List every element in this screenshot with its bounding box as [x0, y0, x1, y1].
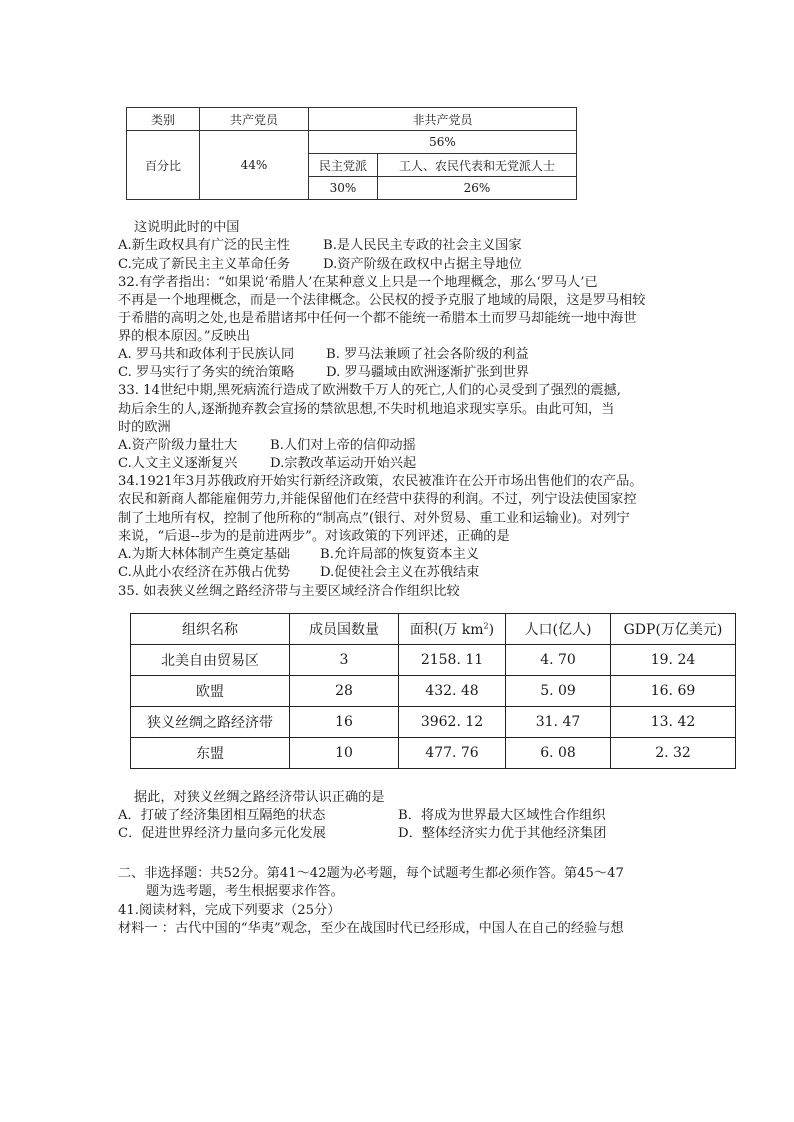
q32-line-2: 不再是一个地理概念，而是一个法律概念。公民权的授予克服了地域的局限，这是罗马相较: [118, 293, 646, 308]
member-count: 3: [290, 645, 399, 676]
part2-heading-line-2: 题为选考题，考生根据要求作答。: [146, 884, 344, 899]
q35-option-b: B．将成为世界最大区域性合作组织: [398, 808, 606, 823]
q32-line-4: 界的根本原因。”反映出: [118, 329, 251, 344]
row-label-percentage: 百分比: [127, 131, 200, 200]
q33-line-3: 时的欧洲: [118, 420, 171, 435]
economic-cooperation-table: [130, 613, 736, 769]
table-header-row: [131, 614, 736, 645]
area-value: 432. 48: [399, 676, 506, 707]
gdp-value: 16. 69: [611, 676, 736, 707]
header-area: 面积(万 $km^2$): [399, 614, 506, 645]
org-name: 欧盟: [131, 676, 290, 707]
q33-line-1: 33. 14世纪中期,黑死病流行造成了欧洲数千万人的死亡,人们的心灵受到了强烈的震撼,: [118, 383, 621, 398]
gdp-value: 13. 42: [611, 707, 736, 738]
population-value: 4. 70: [506, 645, 611, 676]
q35-option-c: C．促进世界经济力量向多元化发展: [118, 826, 326, 841]
q31-option-c: C.完成了新民主主义革命任务: [118, 257, 291, 272]
q35-option-d: D．整体经济实力优于其他经济集团: [398, 826, 607, 841]
q31-options-cd: [118, 256, 522, 274]
table-row: [131, 738, 736, 769]
nonparty-percentage: 56%: [309, 131, 577, 154]
q32-option-c: C. 罗马实行了务实的统治策略: [118, 365, 295, 380]
q33-option-d: D.宗教改革运动开始兴起: [270, 456, 417, 471]
q34-option-a: A.为斯大林体制产生奠定基础: [118, 547, 290, 562]
q41-heading: 41.阅读材料，完成下列要求（25分）: [118, 903, 341, 918]
member-count: 28: [290, 676, 399, 707]
workers-percentage: 26%: [378, 177, 577, 200]
q34-options-cd: [118, 564, 479, 582]
table-row: [131, 645, 736, 676]
q32-option-a: A. 罗马共和政体利于民族认同: [118, 347, 295, 362]
q31-option-a: A.新生政权具有广泛的民主性: [118, 238, 290, 253]
q34-option-b: B.允许局部的恢复资本主义: [320, 547, 479, 562]
header-nonparty: 非共产党员: [309, 108, 577, 131]
org-name: 北美自由贸易区: [131, 645, 290, 676]
area-value: 2158. 11: [399, 645, 506, 676]
q31-options-ab: [118, 237, 522, 255]
header-category: 类别: [127, 108, 200, 131]
gdp-value: 2. 32: [611, 738, 736, 769]
q34-line-1: 34.1921年3月苏俄政府开始实行新经济政策，农民被准许在公开市场出售他们的农产品。: [118, 474, 643, 489]
q33-option-c: C.人文主义逐渐复兴: [118, 456, 238, 471]
party-composition-table: [126, 107, 577, 200]
q34-options-ab: [118, 546, 479, 564]
dem-party-label: 民主党派: [309, 154, 378, 177]
q34-line-3: 制了土地所有权，控制了他所称的“制高点”(银行、对外贸易、重工业和运输业)。对列宁: [118, 511, 630, 526]
org-name: 东盟: [131, 738, 290, 769]
q32-options-ab: [118, 346, 529, 364]
q32-line-3: 于希腊的高明之处,也是希腊诸邦中任何一个都不能统一希腊本土而罗马却能统一地中海世: [118, 311, 637, 326]
header-party: 共产党员: [200, 108, 309, 131]
header-population: 人口(亿人): [506, 614, 611, 645]
population-value: 31. 47: [506, 707, 611, 738]
header-org-name: 组织名称: [131, 614, 290, 645]
gdp-value: 19. 24: [611, 645, 736, 676]
q34-option-d: D.促使社会主义在苏俄结束: [320, 565, 480, 580]
q33-options-ab: [118, 437, 416, 455]
q35-options-ab: [118, 807, 606, 825]
material-1-line: 材料一 ：古代中国的“华夷”观念，至少在战国时代已经形成，中国人在自己的经验与想: [118, 921, 624, 936]
org-name: 狭义丝绸之路经济带: [131, 707, 290, 738]
member-count: 10: [290, 738, 399, 769]
q32-options-cd: [118, 364, 529, 382]
q35-stem: 35. 如表狭义丝绸之路经济带与主要区域经济合作组织比较: [118, 584, 460, 599]
party-percentage: 44%: [200, 131, 309, 200]
q33-line-2: 劫后余生的人,逐渐抛弃教会宣扬的禁欲思想,不失时机地追求现实享乐。由此可知，当: [118, 402, 615, 417]
q33-options-cd: [118, 455, 416, 473]
q34-option-c: C.从此小农经济在苏俄占优势: [118, 565, 291, 580]
table-row: [131, 707, 736, 738]
q34-line-2: 农民和新商人都能雇佣劳力,并能保留他们在经营中获得的利润。不过，列宁设法使国家控: [118, 492, 637, 507]
q35-option-a: A．打破了经济集团相互隔绝的状态: [118, 808, 326, 823]
header-members: 成员国数量: [290, 614, 399, 645]
area-value: 3962. 12: [399, 707, 506, 738]
q32-option-d: D. 罗马疆域由欧洲逐渐扩张到世界: [326, 365, 530, 380]
population-value: 5. 09: [506, 676, 611, 707]
area-value: 477. 76: [399, 738, 506, 769]
q34-line-4: 来说，“后退--步为的是前进两步”。对该政策的下列评述，正确的是: [118, 529, 510, 544]
dem-party-percentage: 30%: [309, 177, 378, 200]
q31-option-b: B.是人民民主专政的社会主义国家: [323, 238, 522, 253]
q35-after: 据此，对狭义丝绸之路经济带认识正确的是: [134, 790, 385, 805]
q33-option-a: A.资产阶级力量壮大: [118, 438, 238, 453]
workers-label: 工人、农民代表和无党派人士: [378, 154, 577, 177]
part2-heading-line-1: 二、非选择题：共52分。第41～42题为必考题，每个试题考生都必须作答。第45～47: [118, 866, 624, 881]
q32-line-1: 32.有学者指出：“如果说‘希腊人’在某种意义上只是一个地理概念，那么‘罗马人’已: [118, 275, 598, 290]
q33-option-b: B.人们对上帝的信仰动摇: [270, 438, 416, 453]
q31-option-d: D.资产阶级在政权中占据主导地位: [323, 257, 522, 272]
header-gdp: GDP(万亿美元): [611, 614, 736, 645]
population-value: 6. 08: [506, 738, 611, 769]
q35-options-cd: [118, 825, 606, 843]
q32-option-b: B. 罗马法兼顾了社会各阶级的利益: [326, 347, 529, 362]
q31-stem: 这说明此时的中国: [134, 220, 240, 235]
member-count: 16: [290, 707, 399, 738]
table-row: [131, 676, 736, 707]
